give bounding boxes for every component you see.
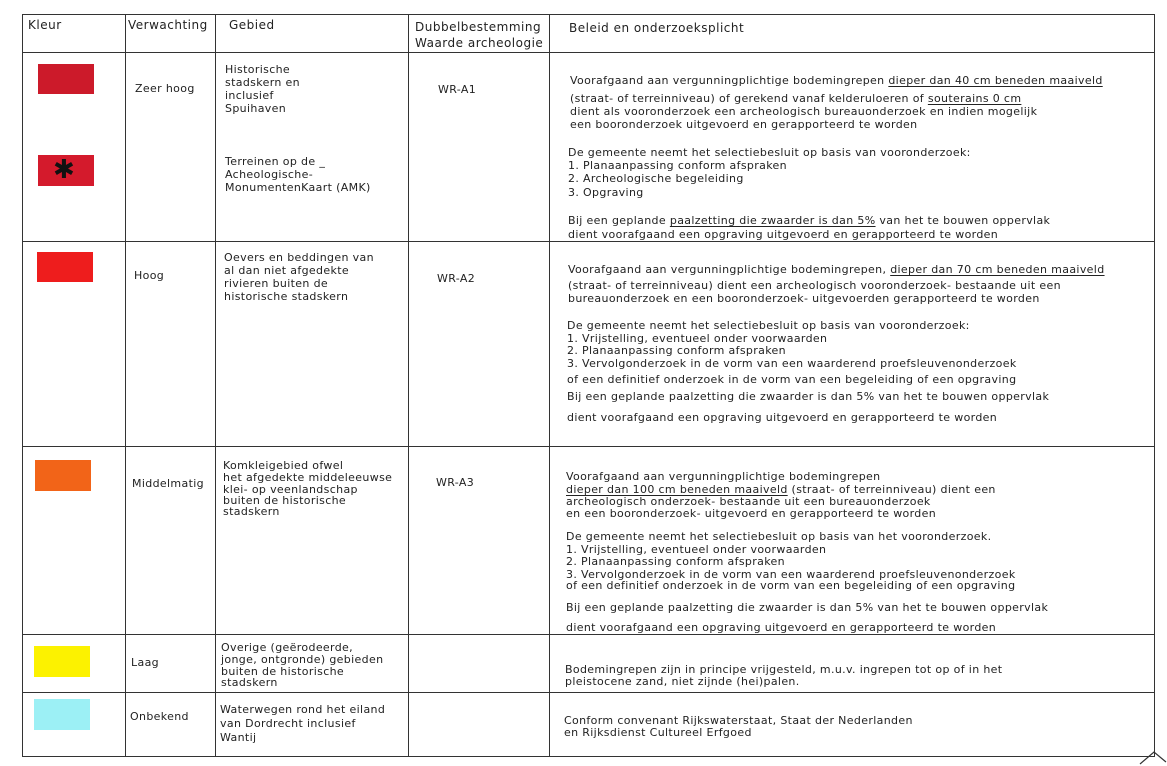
beleid-r2-paal-1: Bij een geplande paalzetting die zwaarder is dan 5% van het te bouwen oppervlak: [567, 390, 1050, 403]
gebied-amk-1: Terreinen op de _: [225, 155, 326, 168]
beleid-r3-selectie-2: 1. Vrijstelling, eventueel onder voorwaarden: [566, 543, 827, 556]
beleid-r1-line-1-underlined: dieper dan 40 cm beneden maaiveld: [888, 74, 1103, 87]
color-swatch-zeer-hoog: [38, 64, 94, 94]
color-swatch-hoog: [37, 252, 93, 282]
beleid-r1-selectie-4: 3. Opgraving: [568, 186, 644, 199]
gebied-komklei-5: stadskern: [223, 505, 280, 518]
gebied-overige-3: buiten de historische: [221, 665, 345, 678]
beleid-r3-line-3: archeologisch onderzoek- bestaande uit een bureauonderzoek: [566, 495, 931, 508]
beleid-r3-selectie-1: De gemeente neemt het selectiebesluit op basis van het vooronderzoek.: [566, 530, 992, 543]
gebied-overige-2: jonge, ontgronde) gebieden: [221, 653, 384, 666]
beleid-r1-line-1-text: Voorafgaand aan vergunningplichtige bodemingrepen: [570, 74, 889, 87]
gebied-komklei-1: Komkleigebied ofwel: [223, 459, 344, 472]
beleid-r2-line-1: [568, 264, 1105, 276]
gebied-historische-stadskern-2: stadskern en: [225, 76, 300, 89]
verwachting-laag: Laag: [131, 656, 159, 669]
beleid-r3-selectie-3: 2. Planaanpassing conform afspraken: [566, 555, 785, 568]
row-divider-1: [22, 241, 1155, 242]
verwachting-onbekend: Onbekend: [130, 710, 189, 723]
gebied-overige-4: stadskern: [221, 676, 278, 689]
row-divider-4: [22, 692, 1155, 693]
gebied-oevers-4: historische stadskern: [224, 290, 349, 303]
color-swatch-onbekend: [34, 699, 90, 730]
row-divider-2: [22, 446, 1155, 447]
gebied-oevers-1: Oevers en beddingen van: [224, 251, 374, 264]
beleid-r1-line-2-underlined: souterains 0 cm: [927, 92, 1022, 105]
color-swatch-laag: [34, 646, 90, 677]
beleid-r1-line-3: dient als vooronderzoek een archeologisch bureauonderzoek en indien mogelijk: [570, 105, 1038, 118]
color-swatch-middelmatig: [35, 460, 91, 491]
beleid-r1-line-2: [570, 93, 1021, 105]
beleid-r2-selectie-5: of een definitief onderzoek in de vorm van een begeleiding of een opgraving: [567, 373, 1017, 386]
beleid-r4-line-2: pleistocene zand, niet zijnde (hei)palen.: [565, 675, 800, 688]
beleid-r2-paal-2: dient voorafgaand een opgraving uitgevoerd en gerapporteerd te worden: [567, 411, 998, 424]
header-beleid: Beleid en onderzoeksplicht: [569, 21, 745, 35]
gebied-waterwegen-2: van Dordrecht inclusief: [220, 717, 356, 730]
asterisk-icon: ✱: [53, 155, 75, 185]
gebied-waterwegen-3: Wantij: [220, 731, 257, 744]
beleid-r3-selectie-4: 3. Vervolgonderzoek in de vorm van een waarderend proefsleuvenonderzoek: [566, 568, 1016, 581]
beleid-r1-line-2-text: (straat- of terreinniveau) of gerekend vanaf kelderuloeren of: [570, 92, 928, 105]
header-gebied: Gebied: [229, 18, 275, 32]
header-divider: [22, 52, 1155, 53]
beleid-r1-selectie-1: De gemeente neemt het selectiebesluit op basis van vooronderzoek:: [568, 146, 971, 159]
beleid-r3-paal-1: Bij een geplande paalzetting die zwaarder is dan 5% van het te bouwen oppervlak: [566, 601, 1049, 614]
gebied-waterwegen-1: Waterwegen rond het eiland: [220, 703, 386, 716]
beleid-r1-selectie-3: 2. Archeologische begeleiding: [568, 172, 744, 185]
beleid-r3-paal-2: dient voorafgaand een opgraving uitgevoerd en gerapporteerd te worden: [566, 621, 997, 634]
gebied-historische-stadskern-4: Spuihaven: [225, 102, 287, 115]
col-divider-1: [125, 14, 126, 756]
beleid-r3-line-2-underlined: dieper dan 100 cm beneden maaiveld: [566, 483, 788, 496]
header-kleur: Kleur: [28, 18, 62, 32]
gebied-oevers-2: al dan niet afgedekte: [224, 264, 350, 277]
beleid-r2-line-3: bureauonderzoek en een booronderzoek- uitgevoerden gerapporteerd te worden: [568, 292, 1040, 305]
beleid-r1-line-1: [570, 75, 1103, 87]
beleid-r3-line-2-text: (straat- of terreinniveau) dient een: [787, 483, 996, 496]
code-wr-a2: WR-A2: [437, 272, 476, 285]
beleid-r1-paal-1: [568, 215, 1050, 227]
gebied-historische-stadskern-3: inclusief: [225, 89, 274, 102]
verwachting-zeer-hoog: Zeer hoog: [135, 82, 195, 95]
header-verwachting: Verwachting: [128, 18, 208, 32]
beleid-r2-line-1-text: Voorafgaand aan vergunningplichtige bodemingrepen,: [568, 263, 891, 276]
code-wr-a3: WR-A3: [436, 476, 475, 489]
beleid-r1-paal-1-underlined: paalzetting die zwaarder is dan 5%: [669, 214, 876, 227]
gebied-overige-1: Overige (geërodeerde,: [221, 641, 354, 654]
beleid-r5-line-1: Conform convenant Rijkswaterstaat, Staat der Nederlanden: [564, 714, 913, 727]
col-divider-3: [408, 14, 409, 756]
verwachting-hoog: Hoog: [134, 269, 165, 282]
beleid-r2-line-2: (straat- of terreinniveau) dient een archeologisch vooronderzoek- bestaande uit een: [568, 279, 1061, 292]
header-dubbelbestemming: Dubbelbestemming: [415, 20, 542, 34]
gebied-komklei-3: klei- op veenlandschap: [223, 483, 358, 496]
gebied-oevers-3: rivieren buiten de: [224, 277, 329, 290]
beleid-r1-selectie-2: 1. Planaanpassing conform afspraken: [568, 159, 787, 172]
col-border-left: [22, 14, 23, 756]
gebied-komklei-4: buiten de historische: [223, 494, 347, 507]
beleid-r1-line-4: een booronderzoek uitgevoerd en gerapporteerd te worden: [570, 118, 918, 131]
gebied-amk-2: Acheologische-: [225, 168, 314, 181]
code-wr-a1: WR-A1: [438, 83, 477, 96]
table-border-bottom: [22, 756, 1155, 757]
beleid-r2-selectie-2: 1. Vrijstelling, eventueel onder voorwaarden: [567, 332, 828, 345]
beleid-r5-line-2: en Rijksdienst Cultureel Erfgoed: [564, 726, 752, 739]
beleid-r3-line-4: en een booronderzoek- uitgevoerd en gerapporteerd te worden: [566, 507, 937, 520]
gebied-amk-3: MonumentenKaart (AMK): [225, 181, 371, 194]
row-divider-3: [22, 634, 1155, 635]
verwachting-middelmatig: Middelmatig: [132, 477, 204, 490]
beleid-r1-paal-2: dient voorafgaand een opgraving uitgevoerd en gerapporteerd te worden: [568, 228, 999, 241]
header-waarde-archeologie: Waarde archeologie: [415, 36, 544, 50]
page-corner-mark: [1138, 748, 1167, 766]
beleid-r2-selectie-4: 3. Vervolgonderzoek in de vorm van een waarderend proefsleuvenonderzoek: [567, 357, 1017, 370]
beleid-r3-line-1: Voorafgaand aan vergunningplichtige bodemingrepen: [566, 470, 881, 483]
beleid-r3-selectie-5: of een definitief onderzoek in de vorm van een begeleiding of een opgraving: [566, 579, 1016, 592]
col-divider-2: [215, 14, 216, 756]
beleid-r2-selectie-1: De gemeente neemt het selectiebesluit op basis van vooronderzoek:: [567, 319, 970, 332]
gebied-komklei-2: het afgedekte middeleeuwse: [223, 471, 393, 484]
col-border-right: [1154, 14, 1155, 756]
beleid-r1-paal-1-post: van het te bouwen oppervlak: [875, 214, 1051, 227]
beleid-r2-selectie-3: 2. Planaanpassing conform afspraken: [567, 344, 786, 357]
gebied-historische-stadskern-1: Historische: [225, 63, 291, 76]
table-border-top: [22, 14, 1155, 15]
beleid-r2-line-1-underlined: dieper dan 70 cm beneden maaiveld: [890, 263, 1105, 276]
col-divider-4: [549, 14, 550, 756]
beleid-r1-paal-1-pre: Bij een geplande: [568, 214, 670, 227]
beleid-r4-line-1: Bodemingrepen zijn in principe vrijgesteld, m.u.v. ingrepen tot op of in het: [565, 663, 1003, 676]
